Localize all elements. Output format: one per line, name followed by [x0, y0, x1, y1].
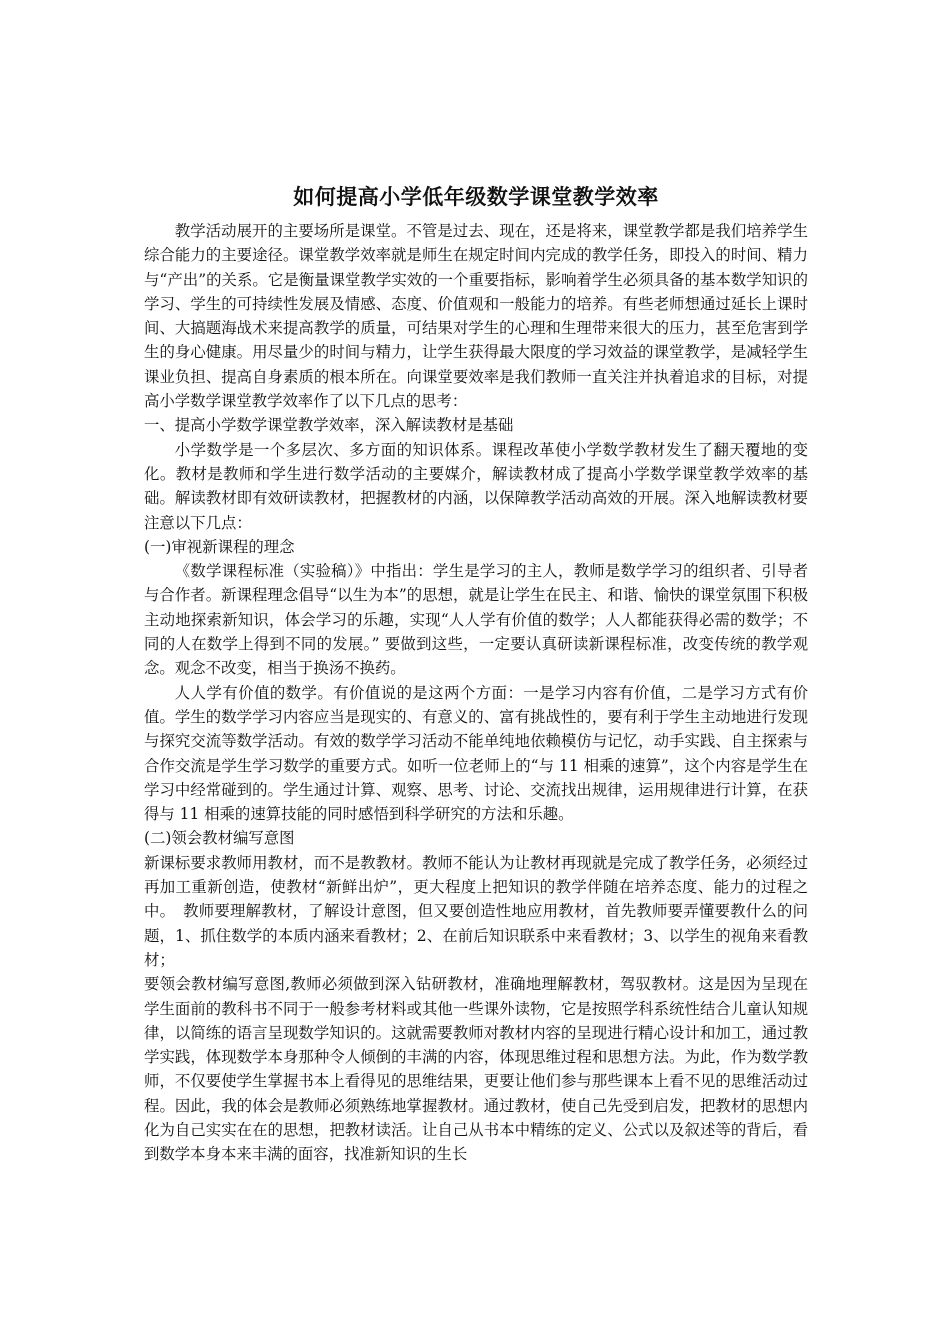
document-page: [144, 182, 808, 1167]
body-paragraph: 小学数学是一个多层次、多方面的知识体系。课程改革使小学数学教材发生了翻天覆地的变化。教材是教师和学生进行数学活动的主要媒介，解读教材成了提高小学数学课堂教学效率的基础。解读教材即有效研读教材，把握教材的内涵，以保障教学活动高效的开展。深入地解读教材要注意以下几点：: [144, 440, 808, 532]
section-paragraph: 新课标要求教师用教材，而不是教教材。教师不能认为让教材再现就是完成了教学任务，必须经过再加工重新创造，使教材“新鲜出炉”，更大程度上把知识的教学伴随在培养态度、能力的过程之中。 教师要理解教材，了解设计意图，但又要创造性地应用教材，首先教师要弄懂要教什么的问题，1、抓住数学的本质内涵来看教材；2、在前后知识联系中来看教材；3、以学生的视角来看教材；: [144, 853, 808, 969]
document-title: 如何提高小学低年级数学课堂教学效率: [293, 185, 659, 209]
document-body: [144, 219, 808, 1167]
section-paragraph: 要领会教材编写意图,教师必须做到深入钻研教材，准确地理解教材，驾驭教材。这是因为呈现在学生面前的教科书不同于一般参考材料或其他一些课外读物，它是按照学科系统性结合儿童认知规律，以简练的语言呈现数学知识的。这就需要教师对教材内容的呈现进行精心设计和加工，通过教学实践，体现数学本身那种令人倾倒的丰满的内容，体现思维过程和思想方法。为此，作为数学教师，不仅要使学生掌握书本上看得见的思维结果，更要让他们参与那些课本上看不见的思维活动过程。因此，我的体会是教师必须熟练地掌握教材。通过教材，使自己先受到启发，把教材的思想内化为自己实实在在的思想，把教材读活。让自己从书本中精练的定义、公式以及叙述等的背后，看到数学本身本来丰满的面容，找准新知识的生长: [144, 975, 808, 1164]
section-paragraph: (一)审视新课程的理念: [144, 537, 295, 556]
body-paragraph: 人人学有价值的数学。有价值说的是这两个方面：一是学习内容有价值，二是学习方式有价值。学生的数学学习内容应当是现实的、有意义的、富有挑战性的，要有利于学生主动地进行发现与探究交流等数学活动。有效的数学学习活动不能单纯地依赖模仿与记忆，动手实践、自主探索与合作交流是学生学习数学的重要方式。如听一位老师上的“与 11 相乘的速算”，这个内容是学生在学习中经常碰到的。学生通过计算、观察、思考、讨论、交流找出规律，运用规律进行计算，在获得与 11 相乘的速算技能的同时感悟到科学研究的方法和乐趣。: [144, 683, 808, 824]
section-paragraph: 一、提高小学数学课堂教学效率，深入解读教材是基础: [144, 416, 514, 435]
body-paragraph: 教学活动展开的主要场所是课堂。不管是过去、现在，还是将来，课堂教学都是我们培养学生综合能力的主要途径。课堂教学效率就是师生在规定时间内完成的教学任务，即投入的时间、精力与“产出”的关系。它是衡量课堂教学实效的一个重要指标，影响着学生必须具备的基本数学知识的学习、学生的可持续性发展及情感、态度、价值观和一般能力的培养。有些老师想通过延长上课时间、大搞题海战术来提高教学的质量，可结果对学生的心理和生理带来很大的压力，甚至危害到学生的身心健康。用尽量少的时间与精力，让学生获得最大限度的学习效益的课堂教学，是减轻学生课业负担、提高自身素质的根本所在。向课堂要效率是我们教师一直关注并执着追求的目标，对提高小学数学课堂教学效率作了以下几点的思考：: [144, 222, 808, 411]
body-paragraph: 《数学课程标准（实验稿）》中指出：学生是学习的主人，教师是数学学习的组织者、引导者与合作者。新课程理念倡导“以生为本”的思想，就是让学生在民主、和谐、愉快的课堂氛围下积极主动地探索新知识，体会学习的乐趣，实现“人人学有价值的数学；人人都能获得必需的数学；不同的人在数学上得到不同的发展。” 要做到这些，一定要认真研读新课程标准，改变传统的教学观念。观念不改变，相当于换汤不换药。: [144, 562, 808, 678]
section-paragraph: (二)领会教材编写意图: [144, 829, 295, 848]
